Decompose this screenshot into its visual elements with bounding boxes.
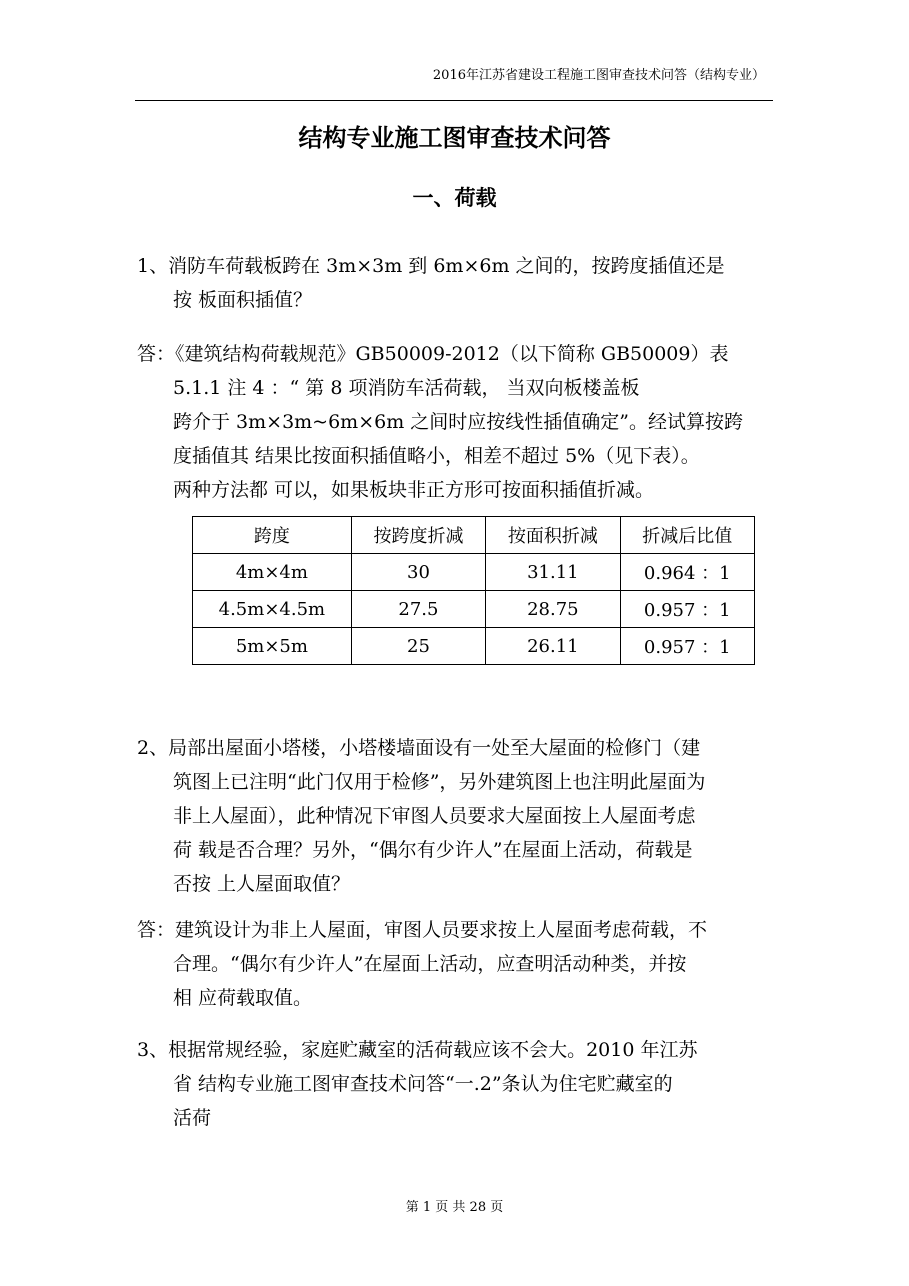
question-1-line: 按 板面积插值？ bbox=[173, 289, 313, 311]
question-3-line: 3、根据常规经验，家庭贮藏室的活荷载应该不会大。2010 年江苏 bbox=[137, 1039, 698, 1061]
question-3-line: 活荷 bbox=[173, 1107, 212, 1129]
table-cell: 31.11 bbox=[486, 554, 620, 591]
table-cell: 30 bbox=[351, 554, 485, 591]
answer-1-line: 两种方法都 可以，如果板块非正方形可按面积插值折减。 bbox=[173, 479, 655, 501]
header-text: 2016年江苏省建设工程施工图审查技术问答（结构专业） bbox=[432, 68, 765, 83]
question-1-line: 1、消防车荷载板跨在 3m×3m 到 6m×6m 之间的，按跨度插值还是 bbox=[137, 255, 725, 277]
table-cell: 4.5m×4.5m bbox=[193, 591, 352, 628]
table-cell: 5m×5m bbox=[193, 628, 352, 665]
question-2-line: 荷 载是否合理？另外，“偶尔有少许人”在屋面上活动，荷载是 bbox=[173, 839, 693, 861]
table-cell: 4m×4m bbox=[193, 554, 352, 591]
answer-1 bbox=[137, 337, 743, 507]
table-header-cell: 按跨度折减 bbox=[351, 517, 485, 554]
question-3-line: 省 结构专业施工图审查技术问答“一.2”条认为住宅贮藏室的 bbox=[173, 1073, 673, 1095]
table-cell: 0.964 ：1 bbox=[620, 554, 754, 591]
table-cell: 25 bbox=[351, 628, 485, 665]
question-1 bbox=[137, 249, 725, 317]
section-heading: 一、荷载 bbox=[412, 186, 497, 210]
answer-1-line: 度插值其 结果比按面积插值略小，相差不超过 5%（见下表）。 bbox=[173, 445, 700, 467]
page-footer: 第 1 页 共 28 页 bbox=[405, 1200, 504, 1215]
answer-2 bbox=[137, 913, 707, 1015]
table-cell: 0.957 ：1 bbox=[620, 591, 754, 628]
question-2-line: 筑图上已注明“此门仅用于检修”，另外建筑图上也注明此屋面为 bbox=[173, 771, 706, 793]
answer-1-line: 跨介于 3m×3m~6m×6m 之间时应按线性插值确定”。经试算按跨 bbox=[173, 411, 743, 433]
table-header-cell: 按面积折减 bbox=[486, 517, 620, 554]
question-2-line: 否按 上人屋面取值？ bbox=[173, 873, 351, 895]
table-cell: 28.75 bbox=[486, 591, 620, 628]
answer-2-line: 合理。“偶尔有少许人”在屋面上活动，应查明活动种类，并按 bbox=[173, 953, 687, 975]
page-header bbox=[135, 58, 773, 101]
answer-2-line: 答：建筑设计为非上人屋面，审图人员要求按上人屋面考虑荷载，不 bbox=[137, 919, 708, 941]
table-row bbox=[193, 628, 755, 665]
answer-1-line: 5.1.1 注 4 ：“ 第 8 项消防车活荷载， 当双向板楼盖板 bbox=[173, 377, 640, 399]
answer-1-line: 答：《建筑结构荷载规范》GB50009-2012（以下简称 GB50009）表 bbox=[137, 343, 729, 365]
question-2-line: 2、局部出屋面小塔楼，小塔楼墙面设有一处至大屋面的检修门（建 bbox=[137, 737, 701, 759]
question-2-line: 非上人屋面），此种情况下审图人员要求大屋面按上人屋面考虑 bbox=[173, 805, 696, 827]
table-header-cell: 跨度 bbox=[193, 517, 352, 554]
table-header-cell: 折减后比值 bbox=[620, 517, 754, 554]
table-cell: 0.957 ：1 bbox=[620, 628, 754, 665]
table-row bbox=[193, 591, 755, 628]
reduction-table bbox=[192, 516, 755, 665]
table-cell: 26.11 bbox=[486, 628, 620, 665]
document-title: 结构专业施工图审查技术问答 bbox=[298, 124, 611, 152]
table-cell: 27.5 bbox=[351, 591, 485, 628]
answer-2-line: 相 应荷载取值。 bbox=[173, 987, 313, 1009]
question-2 bbox=[137, 731, 705, 901]
table-row bbox=[193, 554, 755, 591]
question-3 bbox=[137, 1033, 697, 1135]
table-header-row bbox=[193, 517, 755, 554]
